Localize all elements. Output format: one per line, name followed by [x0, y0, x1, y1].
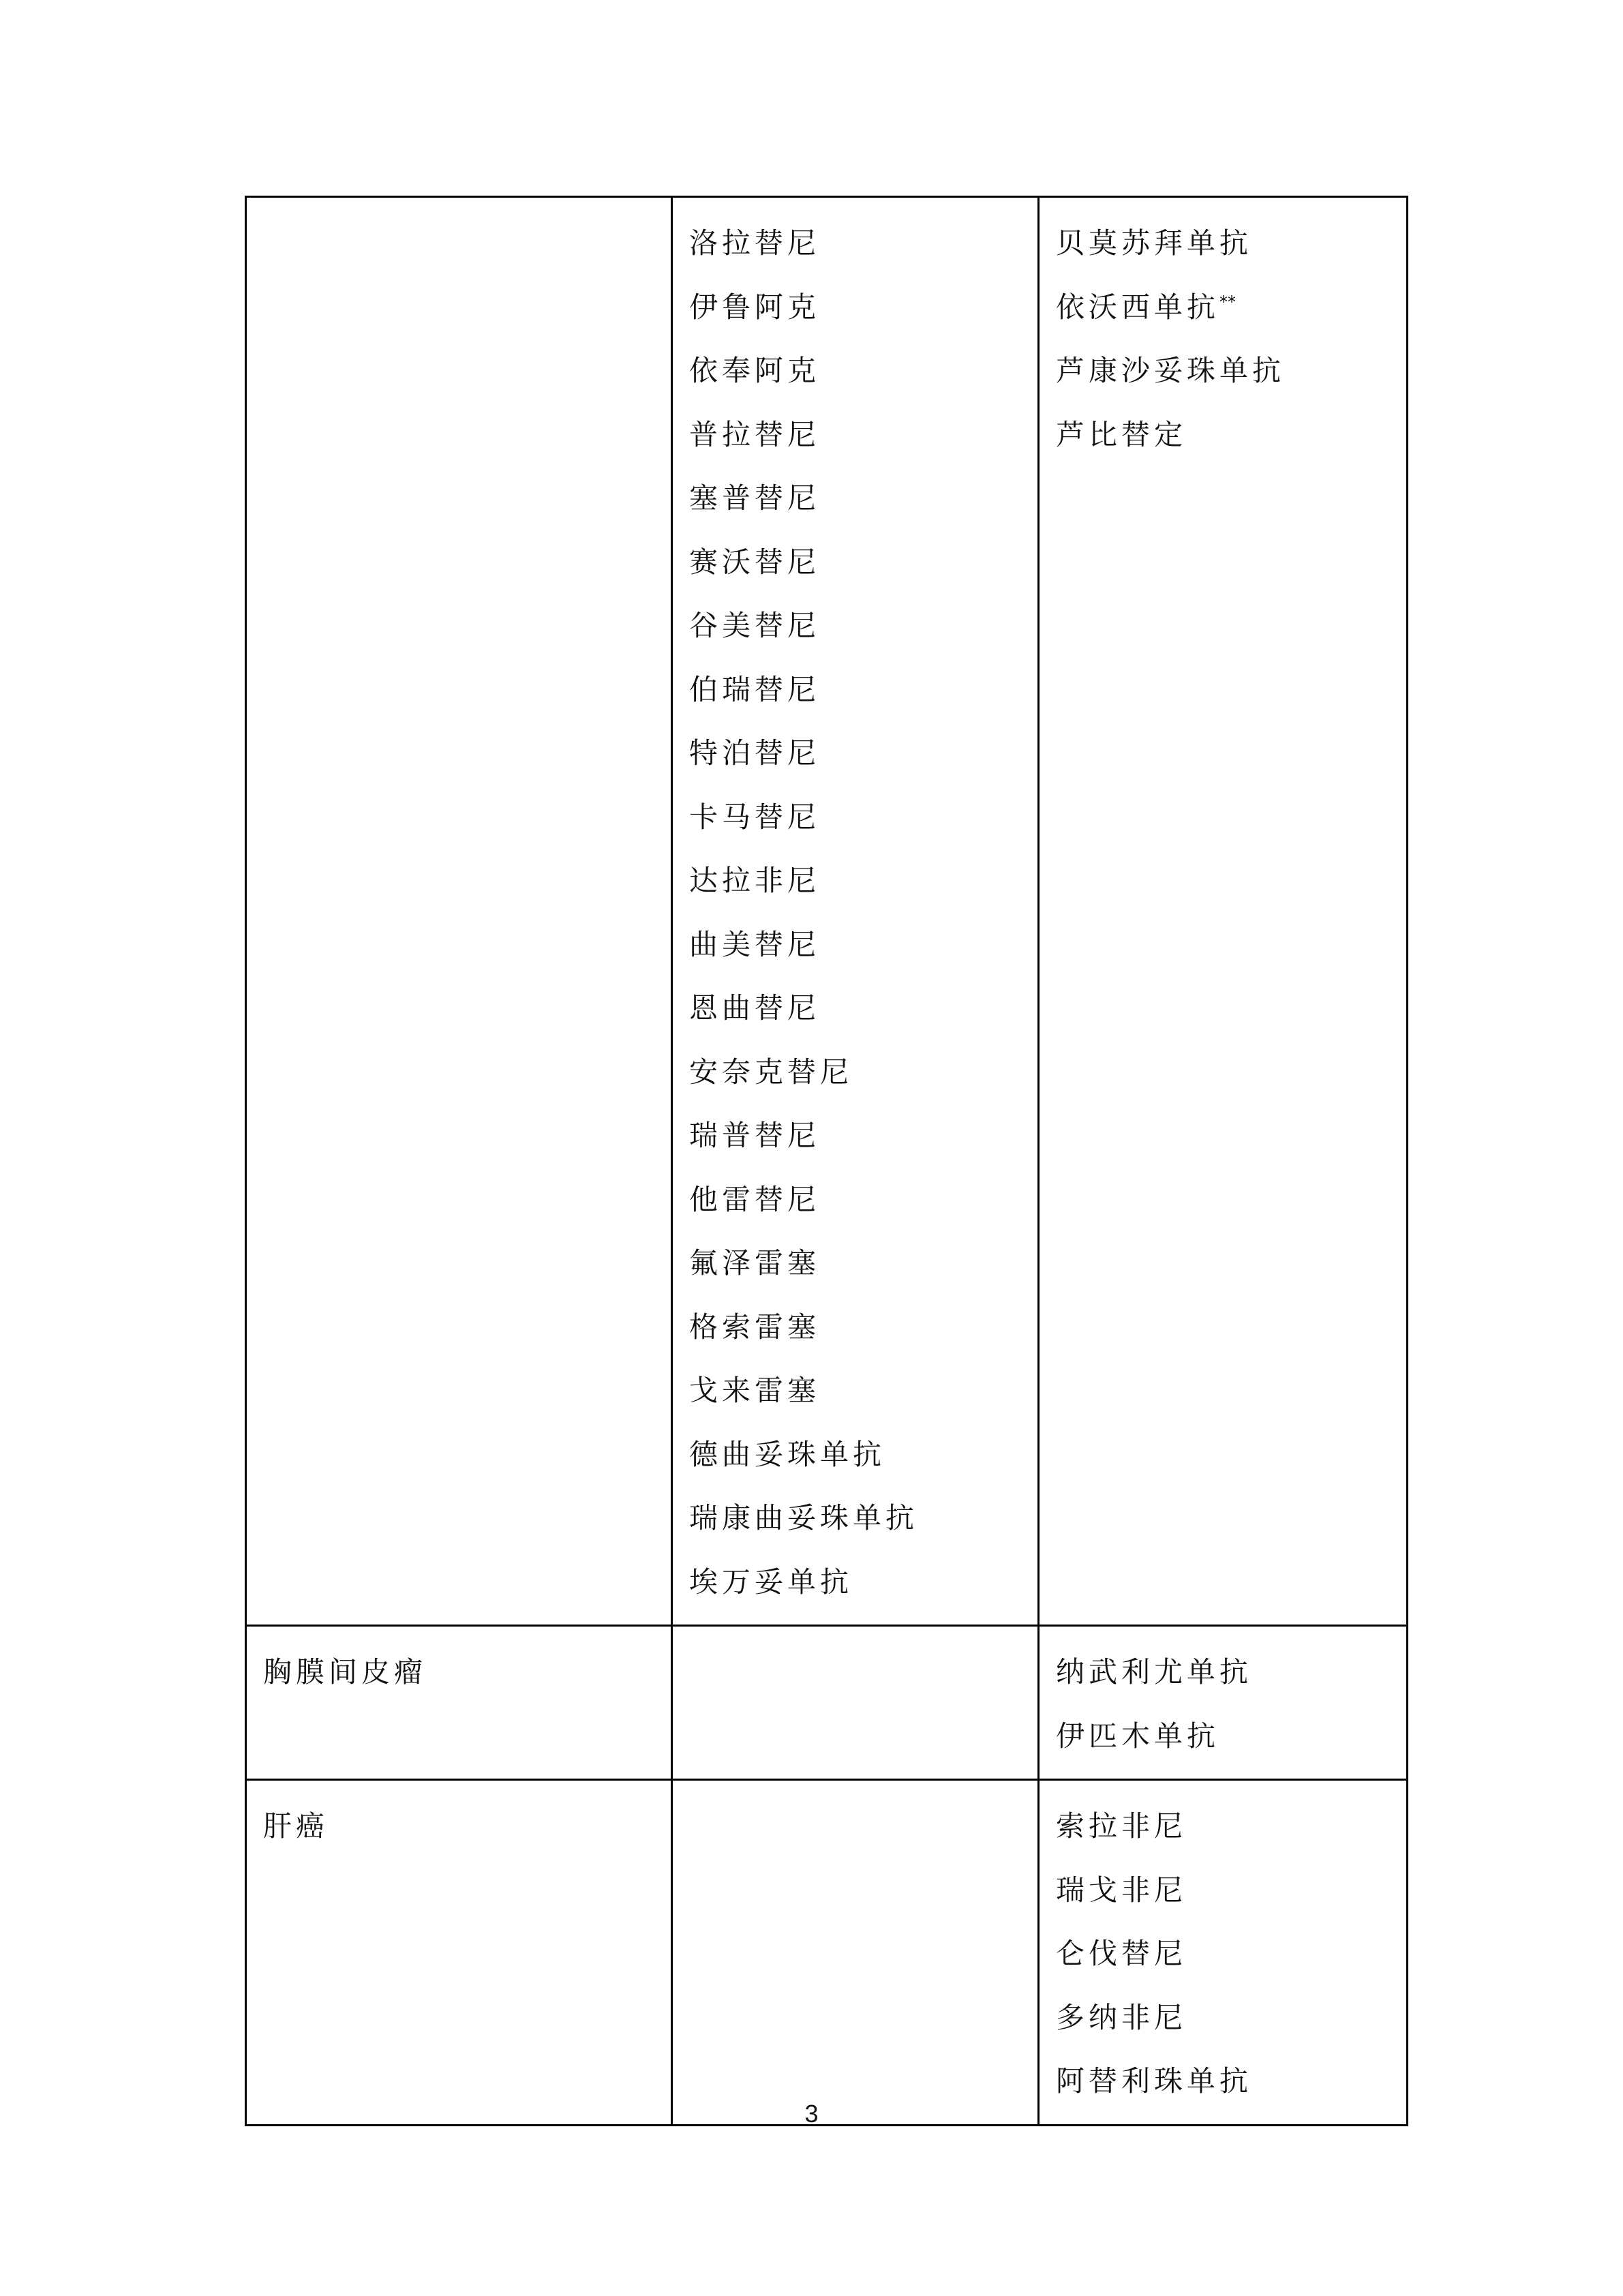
list-item: 谷美替尼 [689, 609, 821, 642]
list-item: 贝莫苏拜单抗 [1056, 226, 1253, 260]
disease-cell [246, 1780, 672, 2126]
page-number: 3 [804, 2100, 819, 2128]
list-item: 卡马替尼 [689, 800, 821, 834]
drug-list [1040, 1781, 1406, 2124]
list-item: 瑞康曲妥珠单抗 [689, 1501, 919, 1535]
list-item: 伯瑞替尼 [689, 672, 821, 706]
list-item: 芦康沙妥珠单抗 [1056, 354, 1286, 387]
footnote-marker: ** [1219, 292, 1237, 312]
list-item: 伊鲁阿克 [689, 290, 821, 324]
list-item: 瑞戈非尼 [1056, 1873, 1187, 1907]
drug-cell-col2 [672, 1626, 1039, 1780]
list-item: 德曲妥珠单抗 [689, 1437, 886, 1471]
drug-table [245, 196, 1408, 2126]
list-item: 赛沃替尼 [689, 545, 821, 579]
list-item: 多纳非尼 [1056, 2000, 1187, 2034]
drug-list [1040, 1627, 1406, 1779]
drug-cell-col2 [672, 1780, 1039, 2126]
list-item: 依沃西单抗** [1056, 290, 1237, 324]
list-item: 安奈克替尼 [689, 1055, 853, 1089]
table-row [246, 1780, 1408, 2126]
drug-cell-col3 [1039, 1780, 1408, 2126]
list-item: 戈来雷塞 [689, 1374, 821, 1407]
disease-cell [246, 1626, 672, 1780]
list-item: 洛拉替尼 [689, 226, 821, 260]
disease-label: 胸膜间皮瘤 [263, 1655, 427, 1689]
drug-list [673, 198, 1037, 1625]
list-item: 恩曲替尼 [689, 991, 821, 1025]
table-row [246, 197, 1408, 1626]
list-item: 埃万妥单抗 [689, 1565, 853, 1599]
list-item: 瑞普替尼 [689, 1119, 821, 1152]
disease-label [247, 198, 671, 211]
list-item: 特泊替尼 [689, 736, 821, 770]
list-item: 芦比替定 [1056, 417, 1187, 451]
list-item: 曲美替尼 [689, 927, 821, 961]
list-item: 格索雷塞 [689, 1310, 821, 1344]
list-item: 依奉阿克 [689, 354, 821, 387]
list-item: 索拉非尼 [1056, 1809, 1187, 1843]
drug-cell-col2 [672, 197, 1039, 1626]
drug-cell-col3 [1039, 1626, 1408, 1780]
list-item: 普拉替尼 [689, 417, 821, 451]
drug-cell-col3 [1039, 197, 1408, 1626]
disease-label: 肝癌 [263, 1809, 329, 1843]
list-item: 塞普替尼 [689, 481, 821, 515]
list-item: 他雷替尼 [689, 1182, 821, 1216]
list-item: 氟泽雷塞 [689, 1246, 821, 1280]
table-row [246, 1626, 1408, 1780]
drug-list [1040, 198, 1406, 477]
list-item: 仑伐替尼 [1056, 1937, 1187, 1970]
list-item: 纳武利尤单抗 [1056, 1655, 1253, 1689]
list-item: 达拉非尼 [689, 864, 821, 897]
list-item: 阿替利珠单抗 [1056, 2064, 1253, 2098]
list-item: 伊匹木单抗 [1056, 1719, 1220, 1753]
disease-cell [246, 197, 672, 1626]
